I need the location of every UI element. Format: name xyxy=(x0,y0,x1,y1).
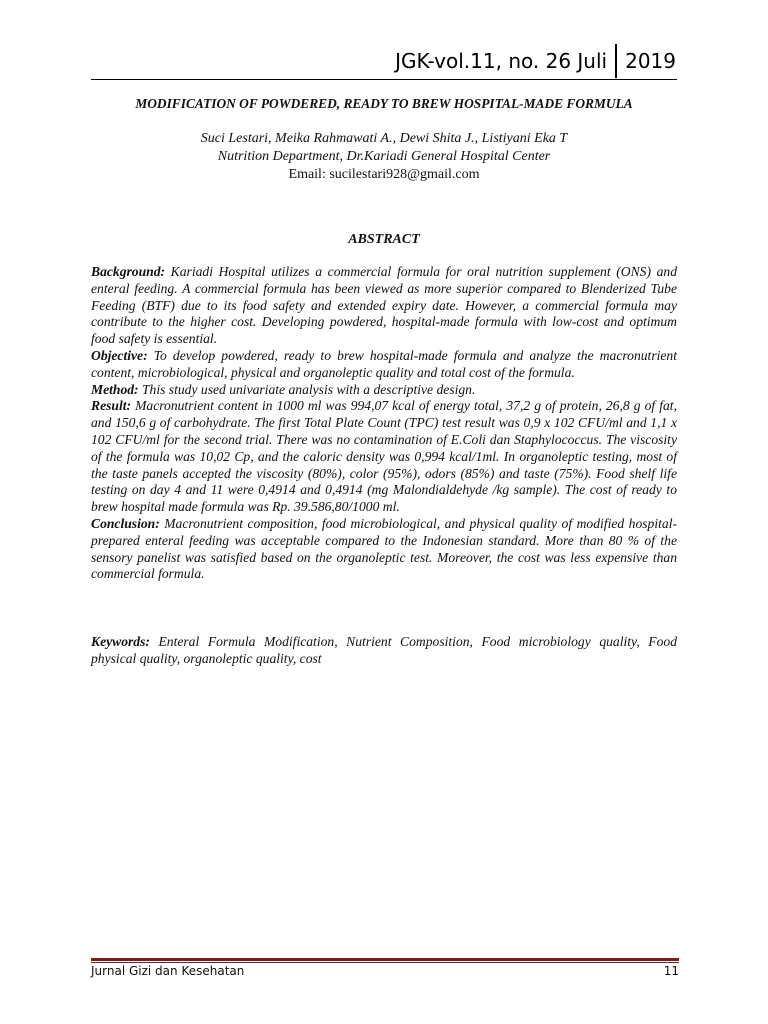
background-text: Kariadi Hospital utilizes a commercial formula for oral nutrition supplement (ONS) and enteral feeding. A commercial formula has been viewed as more superior compared to Blenderized Tube Feeding (BTF) due to its food safety and extended expiry date. However, a commercial formula may contribute to the higher cost. Developing powdered, hospital-made formula with low-cost and optimum food safety is essential. xyxy=(91,264,677,347)
keywords xyxy=(91,634,677,668)
journal-volume: JGK-vol.11, no. 26 Juli xyxy=(395,49,608,73)
abstract-conclusion xyxy=(91,516,677,583)
abstract-result xyxy=(91,398,677,516)
footer-rule-thin xyxy=(91,962,679,963)
abstract-background xyxy=(91,264,677,348)
author-email: Email: sucilestari928@gmail.com xyxy=(288,167,480,182)
result-label: Result: xyxy=(91,398,132,414)
author-names: Suci Lestari, Meika Rahmawati A., Dewi Shita J., Listiyani Eka T xyxy=(200,131,568,146)
conclusion-text: Macronutrient composition, food microbiological, and physical quality of modified hospital-prepared enteral feeding was acceptable compared to the Indonesian standard. More than 80 % of the sensory panelist was satisfied based on the organoleptic test. Moreover, the cost was less expensive than commercial formula. xyxy=(91,515,677,582)
header-rule xyxy=(91,79,677,80)
objective-text: To develop powdered, ready to brew hospital-made formula and analyze the macronutrient content, microbiological, physical and organoleptic quality and total cost of the formula. xyxy=(91,347,677,380)
abstract-body xyxy=(91,264,677,583)
footer-journal-name: Jurnal Gizi dan Kesehatan xyxy=(91,964,245,978)
keywords-text: Enteral Formula Modification, Nutrient Composition, Food microbiology quality, Food physical quality, organoleptic quality, cost xyxy=(91,634,677,666)
method-label: Method: xyxy=(91,381,139,397)
abstract-objective xyxy=(91,348,677,382)
page-footer xyxy=(91,964,679,978)
footer-rule xyxy=(91,958,679,961)
author-affiliation: Nutrition Department, Dr.Kariadi General Hospital Center xyxy=(217,149,551,164)
objective-label: Objective: xyxy=(91,347,148,363)
result-text: Macronutrient content in 1000 ml was 994,07 kcal of energy total, 37,2 g of protein, 26,8 g of fat, and 150,6 g of carbohydrate. The first Total Plate Count (TPC) test result was 0,9 x 102 CFU/ml and 1,1 x 102 CFU/ml for the second trial. There was no contamination of E.Coli dan Staphylococcus. The viscosity of the formula was 10,02 Cp, and the caloric density was 0,994 kcal/1ml. In organoleptic testing, most of the taste panels accepted the viscosity (80%), color (95%), odors (85%) and taste (75%). Food shelf life testing on day 4 and 11 were 0,4914 and 0,4914 (mg Malondialdehyde /kg sample). The cost of ready to brew hospital made formula was Rp. 39.586,80/1000 ml. xyxy=(91,398,677,515)
running-header xyxy=(395,44,676,78)
abstract-heading: ABSTRACT xyxy=(348,232,420,247)
keywords-label: Keywords: xyxy=(91,634,150,649)
author-block xyxy=(91,130,677,184)
paper-title: MODIFICATION OF POWDERED, READY TO BREW HOSPITAL-MADE FORMULA xyxy=(135,96,633,111)
abstract-method xyxy=(91,382,677,399)
page-number: 11 xyxy=(663,964,679,978)
method-text: This study used univariate analysis with a descriptive design. xyxy=(138,381,476,397)
conclusion-label: Conclusion: xyxy=(91,515,160,531)
journal-year: 2019 xyxy=(625,49,676,73)
background-label: Background: xyxy=(91,264,166,279)
